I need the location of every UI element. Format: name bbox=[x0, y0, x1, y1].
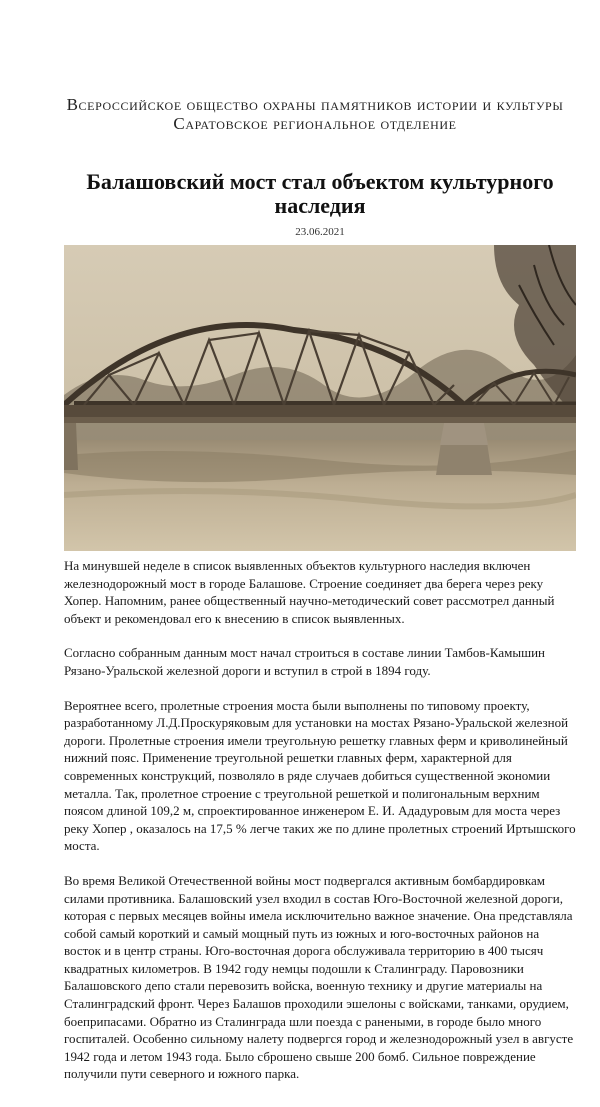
article-date: 23.06.2021 bbox=[295, 226, 345, 238]
article-title: Балашовский мост стал объектом культурного наследия bbox=[86, 169, 554, 218]
organization-branch: Саратовское региональное отделение bbox=[173, 114, 457, 133]
article-paragraph: Во время Великой Отечественной войны мост подвергался активным бомбардировкам силами противника. Балашовский узел входил в состав Юго-Восточной железной дороги, которая с первых месяцев войны имела исключительно важное значение. Она представляла собой самый короткий и самый мощный путь из южных и юго-восточных районов на восток и в центр страны. Юго-восточная дорога обслуживала территорию в 400 тысяч квадратных километров. В 1942 году немцы подошли к Сталинграду. Паровозники Балашовского депо стали перевозить войска, военную технику и другие материалы на Сталинградский фронт. Через Балашов проходили эшелоны с войсками, танками, орудием, боеприпасами. Обратно из Сталинграда шли поезда с ранеными, в городе было много госпиталей. Особенно сильному налету подвергся город и железнодорожный узел в августе 1942 года и летом 1943 года. Было сброшено свыше 200 бомб. Сильное повреждение получили пути северного и южного парка. bbox=[64, 872, 574, 1082]
article-body bbox=[64, 557, 578, 1100]
article-paragraph: Вероятнее всего, пролетные строения моста были выполнены по типовому проекту, разработанному Л.Д.Проскуряковым для установки на мостах Рязано-Уральской железной дороги. Пролетные строения имели треугольную решетку главных ферм и криволинейный нижний пояс. Применение треугольной решетки главных ферм, характерной для современных конструкций, позволяло в ряде случаев добиться существенной экономии металла. Так, пролетное строение с треугольной решеткой и полигональным верхним поясом длиной 109,2 м, спроектированное инженером Е. И. Ададуровым для моста через реку Хопер , оказалось на 17,5 % легче таких же по длине пролетных строений Иртышского моста. bbox=[64, 697, 576, 854]
article-paragraph: На минувшей неделе в список выявленных объектов культурного наследия включен железнодорожный мост в городе Балашове. Строение соединяет два берега через реку Хопер. Напомним, ранее общественный научно-методический совет рассмотрел данный объект и рекомендовал его к внесению в список выявленных. bbox=[64, 558, 555, 626]
organization-name: Всероссийское общество охраны памятников истории и культуры bbox=[66, 95, 564, 114]
organization-header bbox=[0, 95, 600, 133]
article-paragraph: Согласно собранным данным мост начал строиться в составе линии Тамбов-Камышин Рязано-Уральской железной дороги и вступил в строй в 1894 году. bbox=[64, 645, 546, 678]
bridge-photo bbox=[64, 245, 576, 551]
